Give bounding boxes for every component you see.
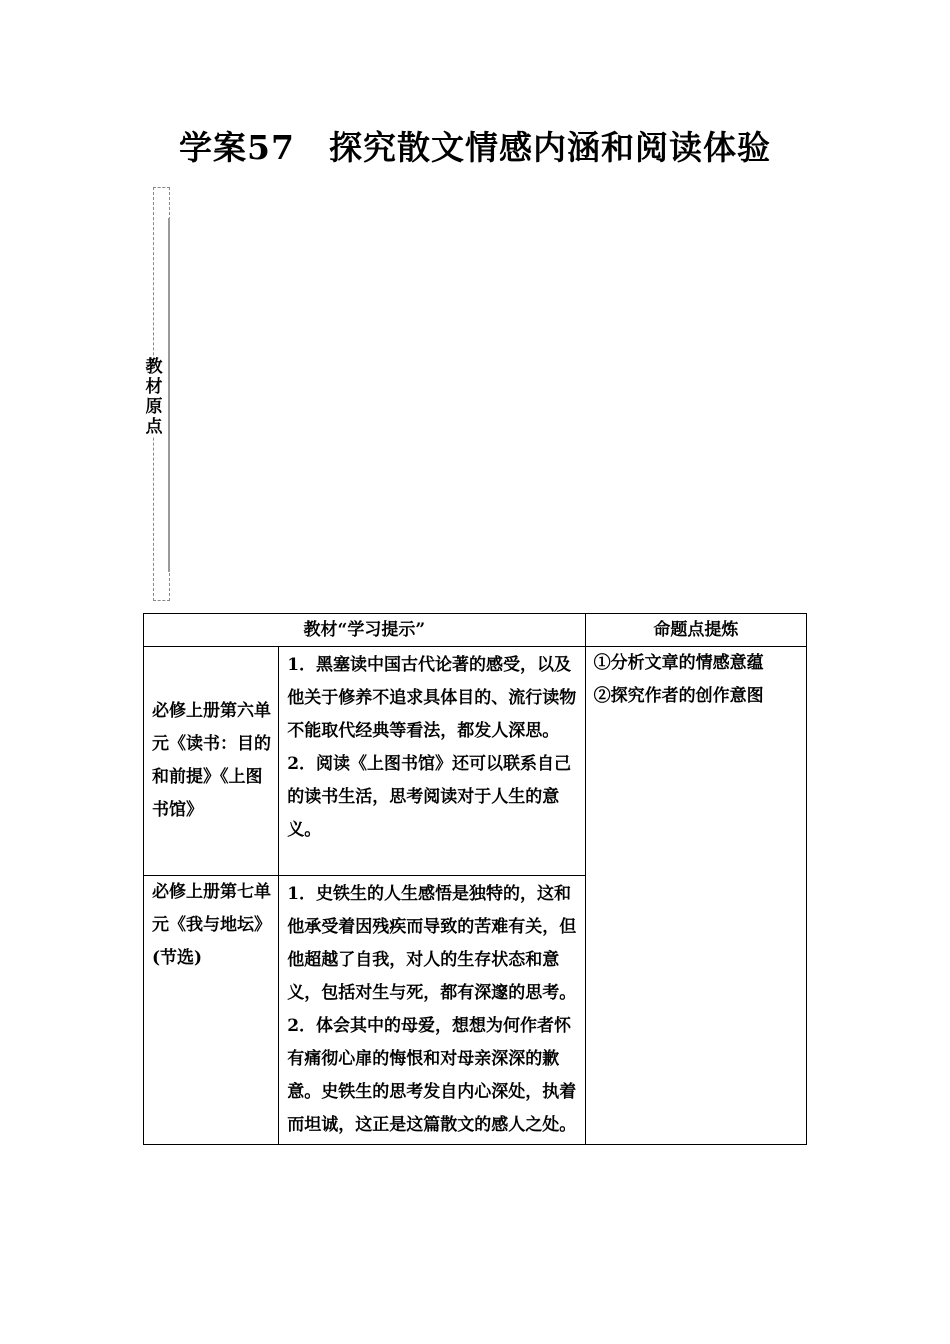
side-label-char: 原 (145, 397, 163, 417)
point-item: ①分析文章的情感意蕴 (593, 653, 764, 673)
header-hint: 教材“学习提示” (144, 614, 586, 647)
table-row (144, 647, 807, 876)
source-cell (144, 876, 279, 1145)
hint-item: 2．阅读《上图书馆》还可以联系自己的读书生活，思考阅读对于人生的意义。 (287, 754, 572, 840)
side-label (142, 357, 166, 437)
source-text: 必修上册第六单元《读书：目的和前提》《上图书馆》 (152, 701, 271, 820)
hint-item: 1．黑塞读中国古代论著的感受，以及他关于修养不追求具体目的、流行读物不能取代经典等看法，都发人深思。 (287, 655, 577, 741)
source-text: 必修上册第七单元《我与地坛》(节选) (152, 882, 271, 968)
side-label-char: 教 (145, 357, 163, 377)
hint-item: 1．史铁生的人生感悟是独特的，这和他承受着因残疾而导致的苦难有关，但他超越了自我，对人的生存状态和意义，包括对生与死，都有深邃的思考。 (287, 884, 577, 1003)
side-divider-line (168, 218, 170, 572)
points-cell (585, 647, 806, 1145)
table-header-row (144, 614, 807, 647)
source-cell (144, 647, 279, 876)
hint-item: 2．体会其中的母爱，想想为何作者怀有痛彻心扉的悔恨和对母亲深深的歉意。史铁生的思考发自内心深处，执着而坦诚，这正是这篇散文的感人之处。 (287, 1016, 577, 1135)
header-point: 命题点提炼 (585, 614, 806, 647)
page-title: 学案57 探究散文情感内涵和阅读体验 (179, 128, 771, 167)
hint-cell (279, 647, 585, 876)
side-label-char: 点 (145, 417, 163, 437)
hint-cell (279, 876, 585, 1145)
point-item: ②探究作者的创作意图 (593, 686, 764, 706)
content-table (143, 613, 807, 1145)
side-label-char: 材 (145, 377, 163, 397)
